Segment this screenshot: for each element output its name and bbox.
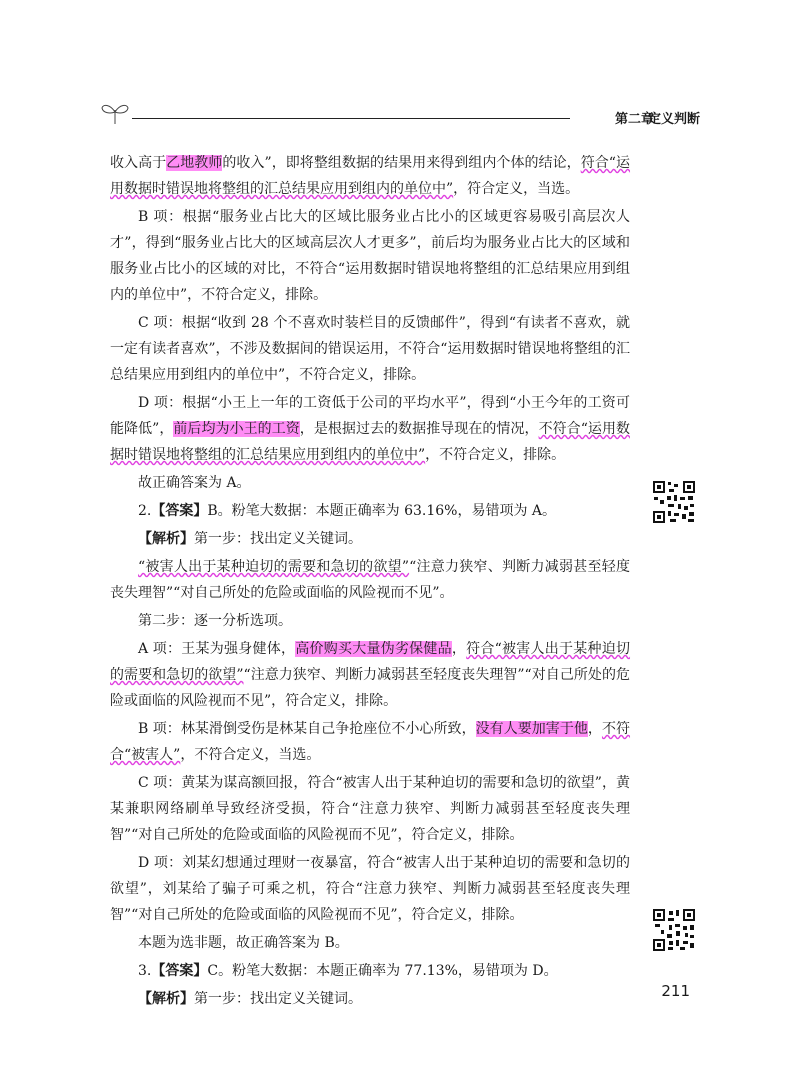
leaf-ornament-icon bbox=[100, 100, 130, 130]
header-rule bbox=[132, 118, 570, 119]
highlight: 没有人要加害于他 bbox=[475, 721, 588, 737]
page-number: 211 bbox=[661, 982, 690, 1000]
wavy-underline: 符合“运用数据时错误地将整组的汇总结果应用到组内的单位中” bbox=[110, 155, 631, 197]
chapter-label: 第二章 bbox=[614, 112, 654, 127]
q3-analysis: 【解析】第一步：找出定义关键词。 bbox=[138, 991, 362, 1007]
q2-analysis: 【解析】第一步：找出定义关键词。 bbox=[138, 531, 362, 547]
wavy-underline: 不符合“运用数据时错误地将整组的汇总结果应用到组内的单位中” bbox=[110, 421, 630, 463]
section-label: 定义判断 bbox=[647, 112, 700, 127]
q2-answer: 2.【答案】B。粉笔大数据：本题正确率为 63.16%，易错项为 A。 bbox=[138, 503, 557, 519]
page-content bbox=[110, 150, 630, 1014]
wavy-underline: “被害人出于某种迫切的需要和急切的欲望” bbox=[138, 559, 410, 575]
q2-option-c: C 项：黄某为谋高额回报，符合“被害人出于某种迫切的需要和急切的欲望”，黄某兼职网络刷单导致经济受损，符合“注意力狭窄、判断力减弱甚至轻度丧失理智”“对自己所处的危险或面临的风险视而不见”，符合定义，排除。 bbox=[110, 775, 630, 843]
q2-conclusion: 本题为选非题，故正确答案为 B。 bbox=[138, 935, 349, 951]
highlight: 乙地教师 bbox=[166, 155, 223, 171]
q2-step2: 第二步：逐一分析选项。 bbox=[138, 613, 292, 629]
running-header bbox=[100, 100, 700, 130]
paragraph-option-d: D 项：根据“小王上一年的工资低于公司的平均水平”，得到“小王今年的工资可能降低”，前后均为小王的工资，是根据过去的数据推导现在的情况，不符合“运用数据时错误地将整组的汇总结果应用到组内的单位中”，不符合定义，排除。 bbox=[110, 395, 630, 463]
qr-code-icon[interactable] bbox=[652, 480, 696, 524]
wavy-underline: 符合“被害人出于某种迫切的需要和急切的欲望” bbox=[110, 641, 631, 683]
q2-option-a: A 项：王某为强身健体，高价购买大量伪劣保健品，符合“被害人出于某种迫切的需要和急切的欲望”“注意力狭窄、判断力减弱甚至轻度丧失理智”“对自己所处的危险或面临的风险视而不见”，符合定义，排除。 bbox=[110, 641, 631, 709]
paragraph-option-c: C 项：根据“收到 28 个不喜欢时装栏目的反馈邮件”，得到“有读者不喜欢，就一定有读者喜欢”，不涉及数据间的错误运用，不符合“运用数据时错误地将整组的汇总结果应用到组内的单位中”，不符合定义，排除。 bbox=[110, 315, 630, 383]
paragraph-option-b: B 项：根据“服务业占比大的区域比服务业占比小的区域更容易吸引高层次人才”，得到“服务业占比大的区域高层次人才更多”，前后均为服务业占比大的区域和服务业占比小的区域的对比，不符合“运用数据时错误地将整组的汇总结果应用到组内的单位中”，不符合定义，排除。 bbox=[110, 209, 630, 303]
q3-answer: 3.【答案】C。粉笔大数据：本题正确率为 77.13%，易错项为 D。 bbox=[138, 963, 558, 979]
highlight: 高价购买大量伪劣保健品 bbox=[295, 641, 452, 657]
highlight: 前后均为小王的工资 bbox=[173, 421, 300, 437]
qr-code-icon[interactable] bbox=[652, 908, 696, 952]
wavy-underline: 不符合“被害人” bbox=[110, 721, 631, 763]
q2-option-d: D 项：刘某幻想通过理财一夜暴富，符合“被害人出于某种迫切的需要和急切的欲望”，刘某给了骗子可乘之机，符合“注意力狭窄、判断力减弱甚至轻度丧失理智”“对自己所处的危险或面临的风险视而不见”，符合定义，排除。 bbox=[110, 855, 630, 923]
q2-option-b: B 项：林某滑倒受伤是林某自己争抢座位不小心所致，没有人要加害于他，不符合“被害人”，不符合定义，当选。 bbox=[110, 721, 631, 763]
q2-keywords: “被害人出于某种迫切的需要和急切的欲望”“注意力狭窄、判断力减弱甚至轻度丧失理智”“对自己所处的危险或面临的风险视而不见”。 bbox=[110, 559, 630, 601]
paragraph-1: 收入高于乙地教师的收入”，即将整组数据的结果用来得到组内个体的结论，符合“运用数据时错误地将整组的汇总结果应用到组内的单位中”，符合定义，当选。 bbox=[110, 155, 631, 197]
answer-conclusion-1: 故正确答案为 A。 bbox=[138, 475, 251, 491]
